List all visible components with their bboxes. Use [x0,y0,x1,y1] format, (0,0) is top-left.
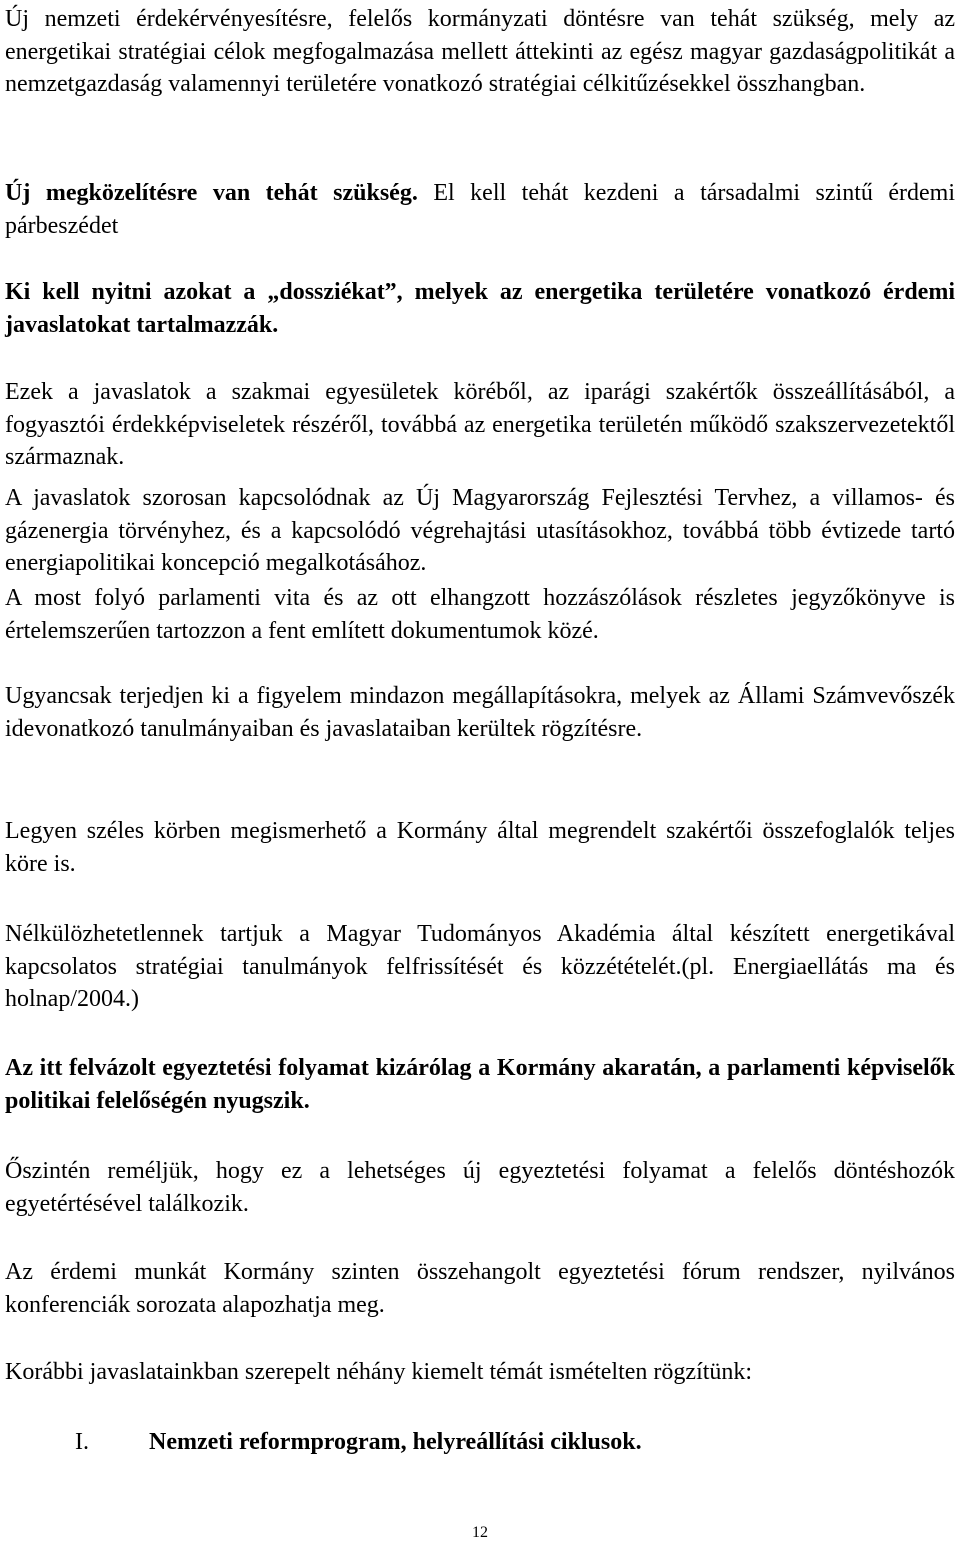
paragraph-intro: Új nemzeti érdekérvényesítésre, felelős kormányzati döntésre van tehát szükség, mely az energetikai stratégiai célok megfogalmazása mellett áttekinti az egész magyar gazdaságpolitikát a nemzetgazdaság valamennyi területére vonatkozó stratégiai célkitűzésekkel összhangban. [5,6,955,98]
paragraph-parliament-debate: A most folyó parlamenti vita és az ott elhangzott hozzászólások részletes jegyzőkönyve is értelemszerűen tartozzon a fent említett dokumentumok közé. [5,585,955,644]
paragraph-new-approach [5,177,955,242]
paragraph-proposals-link: A javaslatok szorosan kapcsolódnak az Új Magyarország Fejlesztési Tervhez, a villamos- és gázenergia törvényhez, és a kapcsolódó végrehajtási utasításokhoz, továbbá több évtizede tartó energiapolitikai koncepció megalkotásához. [5,485,955,577]
section-number: I. [75,1429,89,1455]
paragraph-academy-studies: Nélkülözhetetlennek tartjuk a Magyar Tudományos Akadémia által készített energetikával kapcsolatos stratégiai tanulmányok felfrissítését és közzétételét.(pl. Energiaellátás ma és holnap/2004.) [5,921,955,1013]
page-number: 12 [472,1524,488,1541]
paragraph-state-audit: Ugyancsak terjedjen ki a figyelem mindazon megállapításokra, melyek az Állami Számvevőszék idevonatkozó tanulmányaiban és javaslataiban kerültek rögzítésre. [5,683,955,742]
section-heading [75,1426,642,1458]
paragraph-forum-system: Az érdemi munkát Kormány szinten összehangolt egyeztetési fórum rendszer, nyilvános konferenciák sorozata alapozhatja meg. [5,1259,955,1318]
section-title: Nemzeti reformprogram, helyreállítási ciklusok. [149,1429,642,1455]
paragraph-expert-summaries: Legyen széles körben megismerhető a Kormány által megrendelt szakértői összefoglalók teljes köre is. [5,818,955,877]
paragraph-new-approach-bold: Új megközelítésre van tehát szükség. [5,180,418,206]
paragraph-hope: Őszintén reméljük, hogy ez a lehetséges új egyeztetési folyamat a felelős döntéshozók egyetértésével találkozik. [5,1158,955,1217]
paragraph-government-responsibility: Az itt felvázolt egyeztetési folyamat kizárólag a Kormány akaratán, a parlamenti képviselők politikai felelőségén nyugszik. [5,1055,955,1114]
paragraph-previous-proposals: Korábbi javaslatainkban szerepelt néhány kiemelt témát ismételten rögzítünk: [5,1359,753,1385]
paragraph-proposals-origin: Ezek a javaslatok a szakmai egyesületek köréből, az iparági szakértők összeállításából, a fogyasztói érdekképviseletek részéről, továbbá az energetika területén működő szakszervezetektől származnak. [5,379,955,471]
paragraph-open-dossiers: Ki kell nyitni azokat a „dossziékat”, melyek az energetika területére vonatkozó érdemi javaslatokat tartalmazzák. [5,279,955,338]
paragraph-new-approach-rest: El kell tehát kezdeni a társadalmi szintű érdemi párbeszédet [5,180,956,239]
